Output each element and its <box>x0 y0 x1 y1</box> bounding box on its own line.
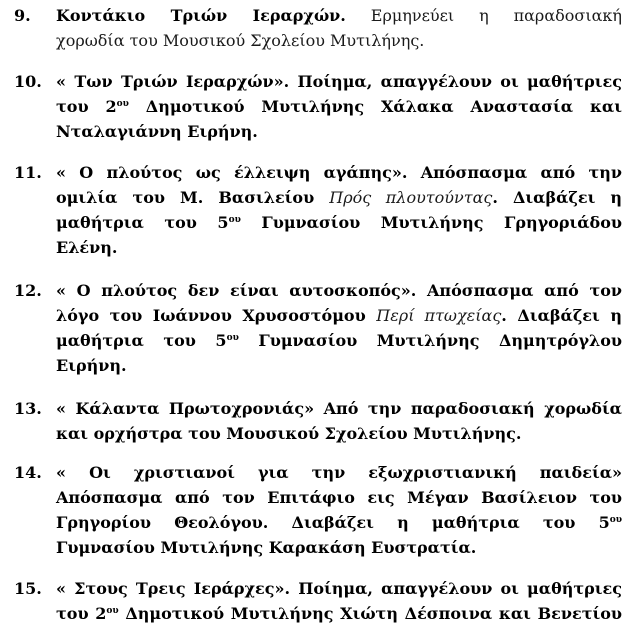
ordinal-suffix: ου <box>609 515 622 525</box>
ordinal-suffix: ου <box>116 99 129 109</box>
ordinal-number: 2 <box>95 604 107 623</box>
item-number: 13. <box>14 399 42 418</box>
item-number: 12. <box>14 281 42 300</box>
item-text <box>56 576 622 626</box>
item-line: χορωδία του Μουσικού Σχολείου Μυτιλήνης. <box>56 31 425 50</box>
item-line <box>56 510 622 535</box>
item-line: « Ο πλούτος ως έλλειψη αγάπης». Απόσπασμα από την <box>56 163 622 182</box>
line-part: Γρηγορίου Θεολόγου. Διαβάζει η μαθήτρια του <box>56 513 576 532</box>
item-text <box>56 278 622 378</box>
item-number: 15. <box>14 579 42 598</box>
item-line <box>56 328 622 353</box>
line-part: του <box>56 604 89 623</box>
item-line: Ειρήνη. <box>56 356 127 375</box>
line-part: Δημοτικού Μυτιλήνης Χάλακα Αναστασία και <box>145 97 622 116</box>
item-line <box>56 303 622 328</box>
item-text <box>56 396 622 446</box>
item-line: Ελένη. <box>56 238 118 257</box>
item-number: 14. <box>14 463 42 482</box>
line-part: μαθήτρια του <box>56 213 197 232</box>
line-part: λόγο του Ιωάννου Χρυσοστόμου <box>56 306 366 325</box>
item-text <box>56 69 622 144</box>
ordinal-suffix: ου <box>228 215 241 225</box>
item-line: και ορχήστρα του Μουσικού Σχολείου Μυτιλήνης. <box>56 424 522 443</box>
line-part: του <box>56 97 89 116</box>
item-number: 11. <box>14 163 42 182</box>
item-text <box>56 3 622 53</box>
italic-title: Πρός πλουτούντας <box>329 188 493 207</box>
item-line: « Οι χριστιανοί για την εξωχριστιανική παιδεία» <box>56 463 622 482</box>
item-text <box>56 160 622 260</box>
line-part: ομιλία του Μ. Βασιλείου <box>56 188 315 207</box>
ordinal-suffix: ου <box>226 333 239 343</box>
ordinal-number: 5 <box>215 331 227 350</box>
item-line <box>56 210 622 235</box>
item-text <box>56 460 622 560</box>
item-line <box>56 185 622 210</box>
item-desc: Ερμηνεύει η παραδοσιακή <box>345 6 622 25</box>
item-line <box>56 601 622 626</box>
italic-title: Περί πτωχείας <box>376 306 502 325</box>
ordinal-number: 2 <box>105 97 117 116</box>
line-part: μαθήτρια του <box>56 331 196 350</box>
item-number: 9. <box>14 6 31 25</box>
item-line: « Στους Τρεις Ιεράρχες». Ποίημα, απαγγέλουν οι μαθήτριες <box>56 579 622 598</box>
line-part: Δημοτικού Μυτιλήνης Χιώτη Δέσποινα και Βενετίου <box>125 604 622 623</box>
item-line: Νταλαγιάννη Ειρήνη. <box>56 122 258 141</box>
item-line: « Ο πλούτος δεν είναι αυτοσκοπός». Απόσπασμα από τον <box>56 281 622 300</box>
line-part: . Διαβάζει η <box>492 188 623 207</box>
item-line <box>56 3 622 28</box>
item-line <box>56 94 622 119</box>
item-title: Κοντάκιο Τριών Ιεραρχών. <box>56 6 346 25</box>
ordinal-suffix: ου <box>106 606 119 616</box>
line-part: Γυμνασίου Μυτιλήνης Δημητρόγλου <box>258 331 623 350</box>
line-part: . Διαβάζει η <box>501 306 622 325</box>
ordinal-number: 5 <box>598 513 610 532</box>
item-number: 10. <box>14 72 42 91</box>
item-line: Απόσπασμα από τον Επιτάφιο εις Μέγαν Βασίλειον του <box>56 488 622 507</box>
ordinal-number: 5 <box>217 213 229 232</box>
item-line: « Κάλαντα Πρωτοχρονιάς» Από την παραδοσιακή χορωδία <box>56 399 622 418</box>
item-line: Γυμνασίου Μυτιλήνης Καρακάση Ευστρατία. <box>56 538 477 557</box>
line-part: Γυμνασίου Μυτιλήνης Γρηγοριάδου <box>261 213 622 232</box>
item-line: « Των Τριών Ιεραρχών». Ποίημα, απαγγέλουν οι μαθήτριες <box>56 72 622 91</box>
